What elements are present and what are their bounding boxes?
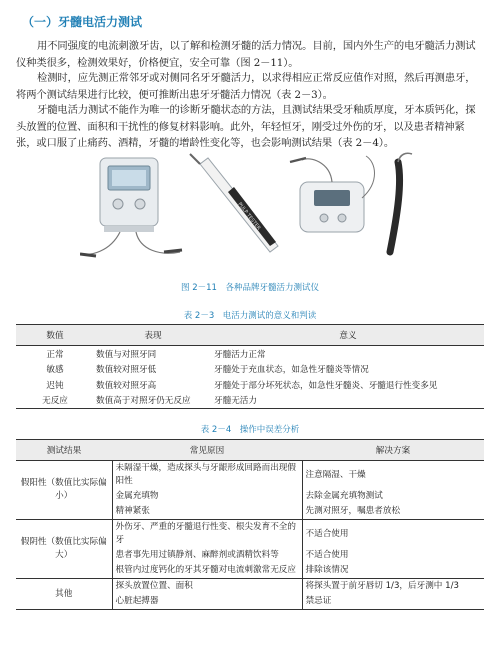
- cell-manifestation: 数值与对照牙同: [96, 349, 157, 360]
- cell-solution: 禁忌证: [302, 594, 484, 610]
- table-4-error-analysis: [16, 439, 484, 610]
- table-header-row: [16, 325, 484, 346]
- paragraph-3: 牙髓电活力测试不能作为唯一的诊断牙髓状态的方法，且测试结果受牙釉质厚度，牙本质钙化，探头放置的位置、面积和干扰性的修复材料影响。此外，年轻恒牙，刚受过外伤的牙，以及患者精神紧张，或口服了止痛药、酒精，牙髓的增龄性变化等，也会影响测试结果（表 2－4）。: [16, 104, 476, 149]
- device-2-pen-tester: [190, 154, 278, 252]
- cell-solution: 注意隔湿、干燥: [305, 469, 366, 480]
- cell-value: 无反应: [42, 396, 68, 407]
- cell-solution: 先测对照牙，嘱患者放松: [302, 504, 484, 520]
- device-3-digital-tester: [290, 156, 375, 232]
- cell-solution: 排除该情况: [302, 563, 484, 579]
- table-header-row: [16, 440, 484, 461]
- group-result-false-negative: 假阴性（数值比实际偏大）: [16, 520, 112, 579]
- paragraph-2: 检测时，应先测正常邻牙或对侧同名牙牙髓活力，以求得相应正常反应值作对照，然后再测患牙，将两个测试结果进行比较，便可推断出患牙牙髓活力情况（表 2－3）。: [16, 72, 476, 101]
- pen-label: PULP TESTER: [236, 201, 262, 232]
- header-manifestation: 表现: [94, 325, 212, 346]
- header-meaning: 意义: [212, 325, 484, 346]
- cell-value: 正常: [46, 349, 64, 360]
- cell-solution: 去除金属充填物测试: [305, 491, 383, 501]
- header-solution: 解决方案: [302, 440, 484, 461]
- cell-meaning: 牙髓无活力: [214, 396, 257, 407]
- cell-solution: 不适合使用: [305, 528, 349, 539]
- table-row: [16, 346, 484, 362]
- cell-manifestation: 数值较对照牙高: [96, 380, 157, 391]
- cell-manifestation: 数值高于对照牙仍无反应: [96, 396, 191, 407]
- pulp-tester-figure: [80, 152, 420, 270]
- cell-cause: 精神紧张: [112, 504, 302, 520]
- paragraph-1: 用不同强度的电流刺激牙齿，以了解和检测牙髓的活力情况。目前，国内外生产的电牙髓活力测试仪种类很多，检测效果好，价格便宜，安全可靠（图 2－11）。: [16, 40, 476, 69]
- section-title: （一）牙髓电活力测试: [22, 15, 143, 29]
- cell-meaning: 牙髓处于部分坏死状态，如急性牙髓炎、牙髓退行性变多见: [214, 380, 438, 391]
- table-row: [16, 520, 484, 549]
- cell-cause: 金属充填物: [112, 489, 302, 504]
- table-row: [16, 393, 484, 409]
- table-row: [16, 579, 484, 595]
- table-3-electric-test-meaning: [16, 324, 484, 409]
- header-cause: 常见原因: [112, 440, 302, 461]
- cell-cause: 根管内过度钙化的牙其牙髓对电流刺激常无反应: [112, 563, 302, 579]
- device-1-desktop-tester: [80, 158, 182, 256]
- cell-cause: 外伤牙、严重的牙髓退行性变、根尖发育不全的牙: [112, 520, 302, 549]
- cell-value: 迟钝: [46, 380, 64, 391]
- table3-caption: 表 2－3 电活力测试的意义和判读: [183, 311, 317, 321]
- table-row: [16, 362, 484, 378]
- cell-solution: 将探头置于前牙唇切 1/3，后牙测中 1/3: [305, 581, 459, 591]
- cell-manifestation: 数值较对照牙低: [96, 365, 157, 376]
- cell-solution: 不适合使用: [305, 550, 349, 560]
- cell-cause: 探头放置位置、面积: [112, 579, 302, 595]
- cell-value: 敏感: [46, 365, 64, 376]
- device-4-probe: [390, 153, 412, 252]
- cell-meaning: 牙髓活力正常: [214, 349, 266, 360]
- figure-caption: 图 2－11 各种品牌牙髓活力测试仪: [181, 283, 319, 293]
- table-row: [16, 461, 484, 490]
- header-value: 数值: [16, 325, 94, 346]
- header-result: 测试结果: [16, 440, 112, 461]
- table4-caption: 表 2－4 操作中误差分析: [200, 425, 300, 435]
- cell-cause: 心脏起搏器: [112, 594, 302, 610]
- group-result-false-positive: 假阳性（数值比实际偏小）: [16, 461, 112, 520]
- cell-meaning: 牙髓处于充血状态，如急性牙髓炎等情况: [214, 365, 369, 376]
- cell-cause: 患者事先用过镇静剂、麻醉剂或酒精饮料等: [112, 548, 302, 563]
- group-result-other: 其他: [16, 579, 112, 610]
- cell-cause: 未隔湿干燥，造成探头与牙龈形成回路而出现假阳性: [112, 461, 302, 490]
- table-row: [16, 377, 484, 393]
